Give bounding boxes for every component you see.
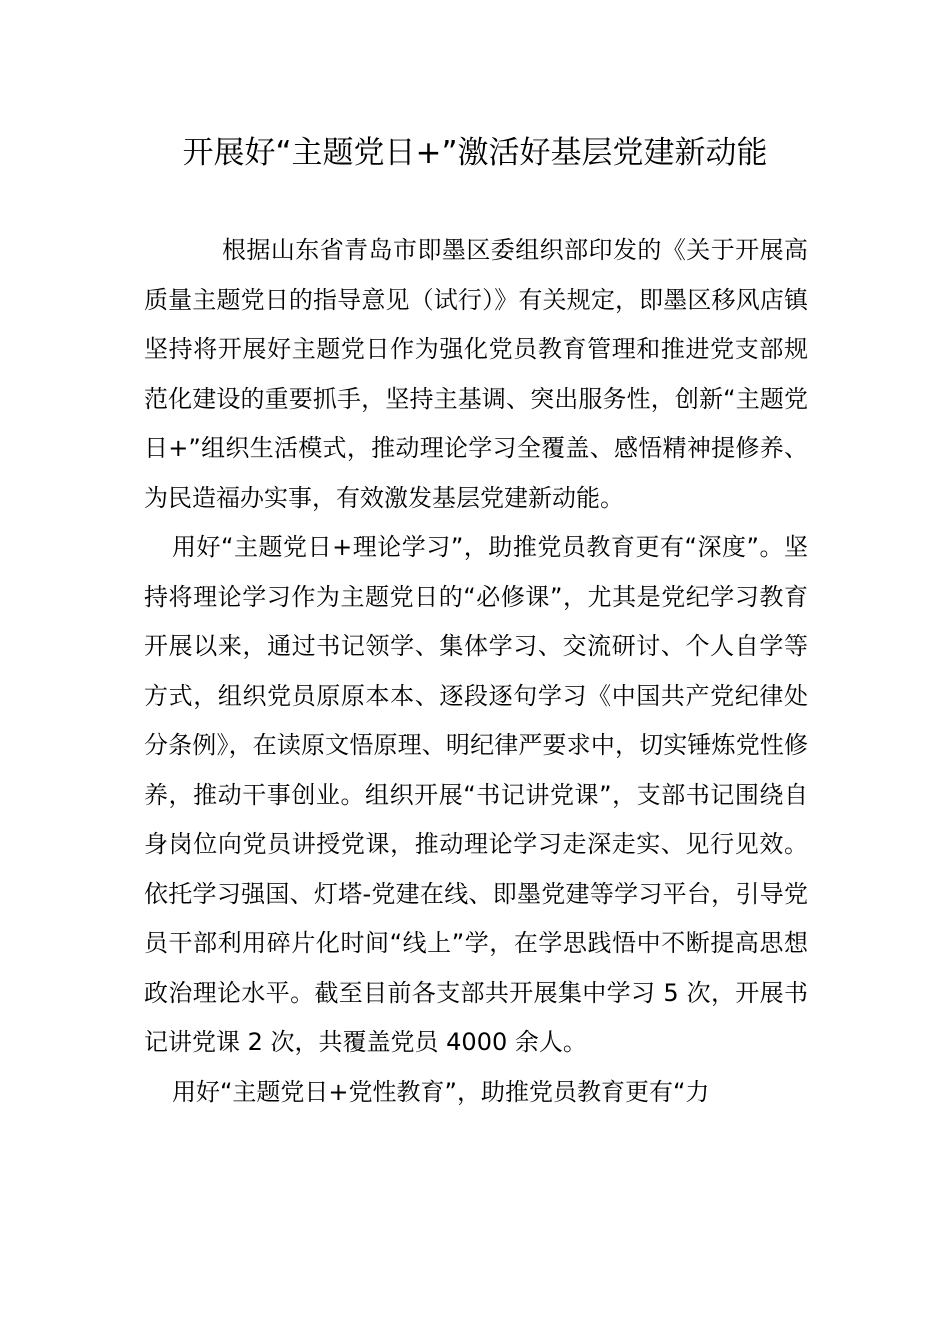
paragraph-theory-study: 用好“主题党日+理论学习”，助推党员教育更有“深度”。坚持将理论学习作为主题党日的“必修课”，尤其是党纪学习教育开展以来，通过书记领学、集体学习、交流研讨、个人自学等方式，组织党员原原本本、逐段逐句学习《中国共产党纪律处分条例》，在读原文悟原理、明纪律严要求中，切实锤炼党性修养，推动干事创业。组织开展“书记讲党课”，支部书记围绕自身岗位向党员讲授党课，推动理论学习走深走实、见行见效。依托学习强国、灯塔-党建在线、即墨党建等学习平台，引导党员干部利用碎片化时间“线上”学，在学思践悟中不断提高思想政治理论水平。截至目前各支部共开展集中学习 5 次，开展书记讲党课 2 次，共覆盖党员 4000 余人。 [144, 533, 808, 1056]
document-body [144, 226, 808, 1117]
paragraph-party-education: 用好“主题党日+党性教育”，助推党员教育更有“力 [172, 1077, 710, 1106]
document-title: 开展好“主题党日+”激活好基层党建新动能 [182, 135, 768, 171]
paragraph-intro: 根据山东省青岛市即墨区委组织部印发的《关于开展高质量主题党日的指导意见（试行）》有关规定，即墨区移风店镇坚持将开展好主题党日作为强化党员教育管理和推进党支部规范化建设的重要抓手，坚持主基调、突出服务性，创新“主题党日+”组织生活模式，推动理论学习全覆盖、感悟精神提修养、为民造福办实事，有效激发基层党建新动能。 [144, 236, 808, 512]
